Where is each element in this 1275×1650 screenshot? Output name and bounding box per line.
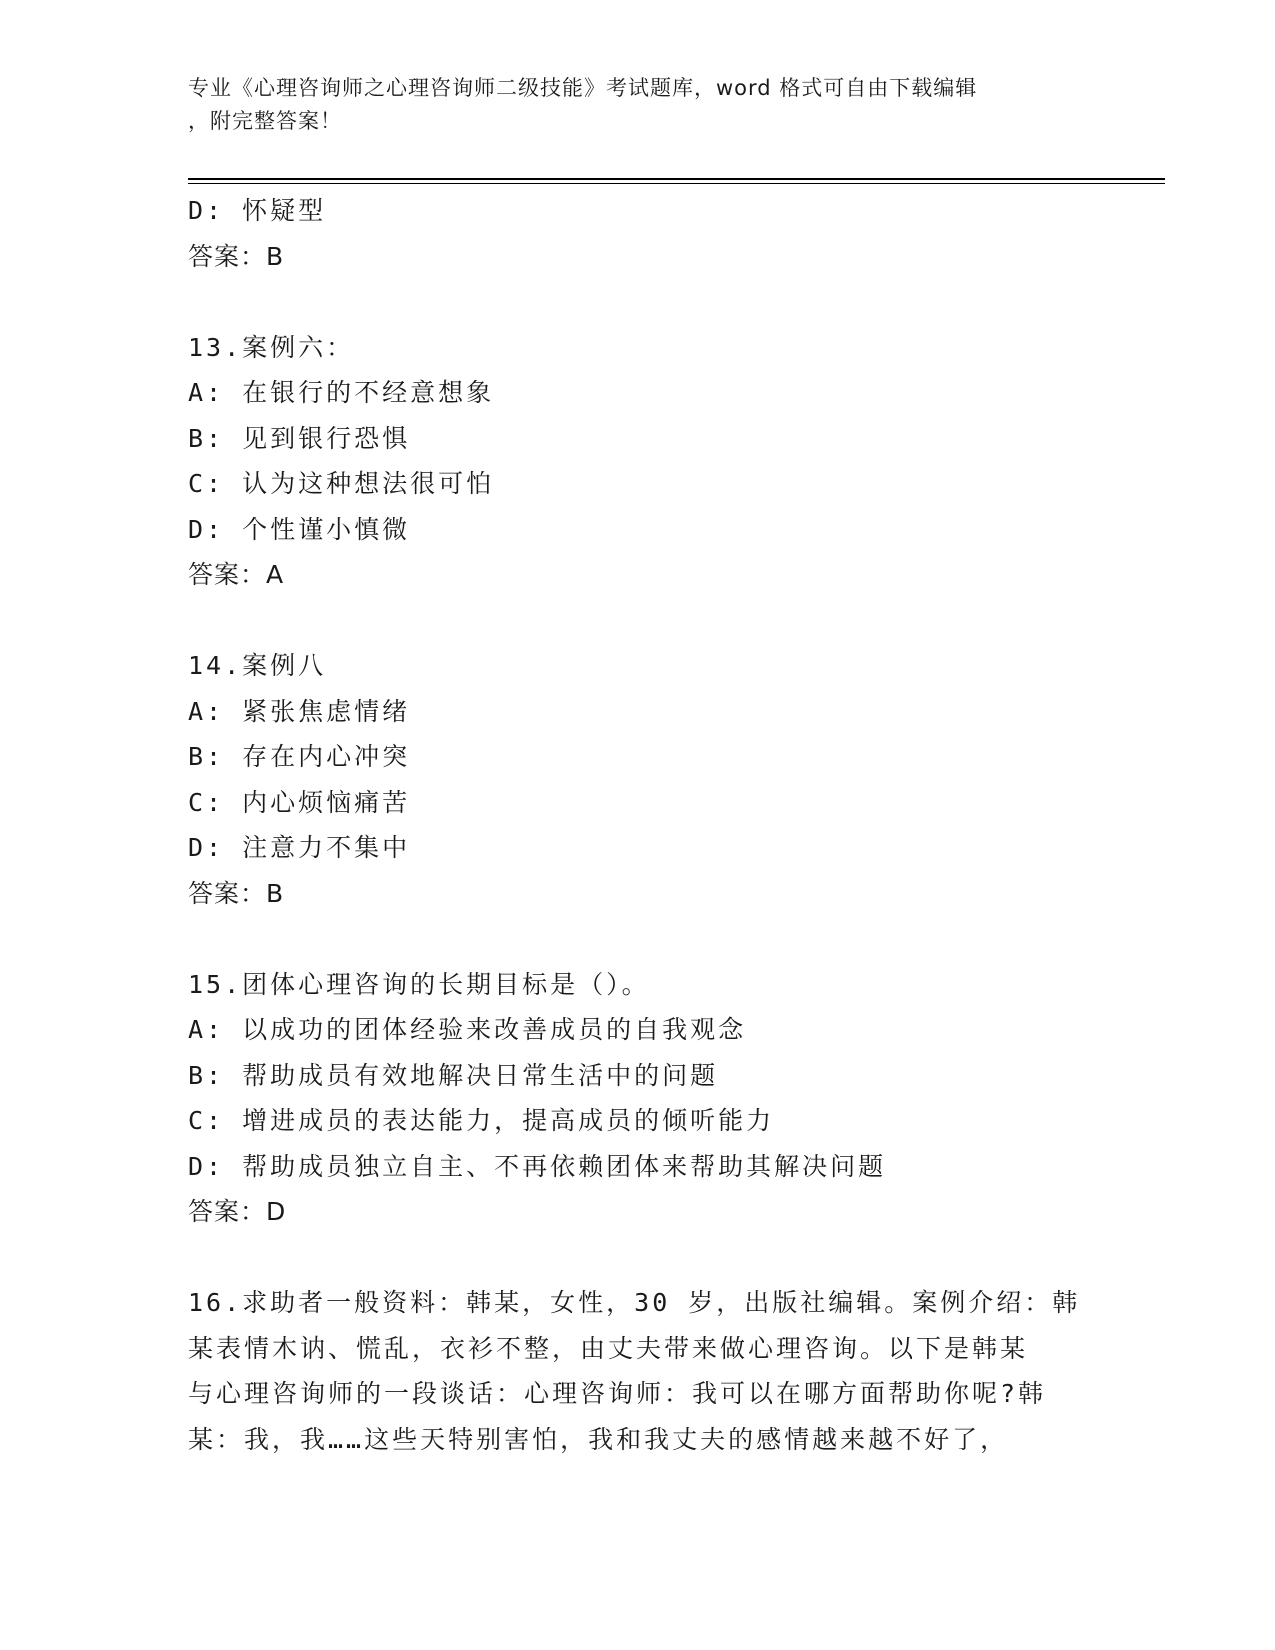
option-b: B: 帮助成员有效地解决日常生活中的问题 <box>188 1060 719 1090</box>
header-divider-thin <box>188 183 1165 184</box>
option-c: C: 增进成员的表达能力，提高成员的倾听能力 <box>188 1106 775 1135</box>
option-d: D: 注意力不集中 <box>188 833 411 862</box>
spacer <box>188 598 1088 644</box>
option-a: A: 以成功的团体经验来改善成员的自我观念 <box>188 1015 747 1044</box>
header-line-2: ，附完整答案！ <box>188 109 342 133</box>
question-stem: 15.团体心理咨询的长期目标是（）。 <box>188 969 650 999</box>
option-c: C: 认为这种想法很可怕 <box>188 469 495 498</box>
question-16 <box>188 1280 1088 1462</box>
question-list <box>188 188 1088 1462</box>
question-stem: 13.案例六： <box>188 332 355 362</box>
question-text-line-1: 16.求助者一般资料：韩某，女性，30 岁，出版社编辑。案例介绍：韩 <box>188 1288 1081 1317</box>
spacer <box>188 279 1088 325</box>
option-a: A: 紧张焦虑情绪 <box>188 696 411 726</box>
option-a: A: 在银行的不经意想象 <box>188 378 495 407</box>
answer: 答案：B <box>188 241 285 271</box>
option-b: B: 存在内心冲突 <box>188 742 411 771</box>
spacer <box>188 916 1088 962</box>
header-divider-thick <box>188 178 1165 180</box>
question-stem: 14.案例八 <box>188 651 327 680</box>
question-12 <box>188 188 1088 279</box>
question-text-line-3: 与心理咨询师的一段谈话：心理咨询师：我可以在哪方面帮助你呢?韩 <box>188 1379 1047 1408</box>
document-header <box>188 72 1088 138</box>
option-b: B: 见到银行恐惧 <box>188 423 411 453</box>
question-text-line-2: 某表情木讷、慌乱，衣衫不整，由丈夫带来做心理咨询。以下是韩某 <box>188 1333 1029 1363</box>
option-c: C: 内心烦恼痛苦 <box>188 787 411 817</box>
option-d: D: 帮助成员独立自主、不再依赖团体来帮助其解决问题 <box>188 1151 887 1181</box>
question-15 <box>188 962 1088 1235</box>
option-d: D: 个性谨小慎微 <box>188 514 411 544</box>
answer: 答案：D <box>188 1197 287 1226</box>
option-d: D: 怀疑型 <box>188 196 327 225</box>
question-13 <box>188 325 1088 598</box>
answer: 答案：B <box>188 878 285 908</box>
answer: 答案：A <box>188 560 285 589</box>
header-line-1: 专业《心理咨询师之心理咨询师二级技能》考试题库，word 格式可自由下载编辑 <box>188 76 978 100</box>
question-text-line-4: 某：我，我……这些天特别害怕，我和我丈夫的感情越来越不好了， <box>188 1424 1009 1454</box>
spacer <box>188 1235 1088 1281</box>
question-14 <box>188 643 1088 916</box>
